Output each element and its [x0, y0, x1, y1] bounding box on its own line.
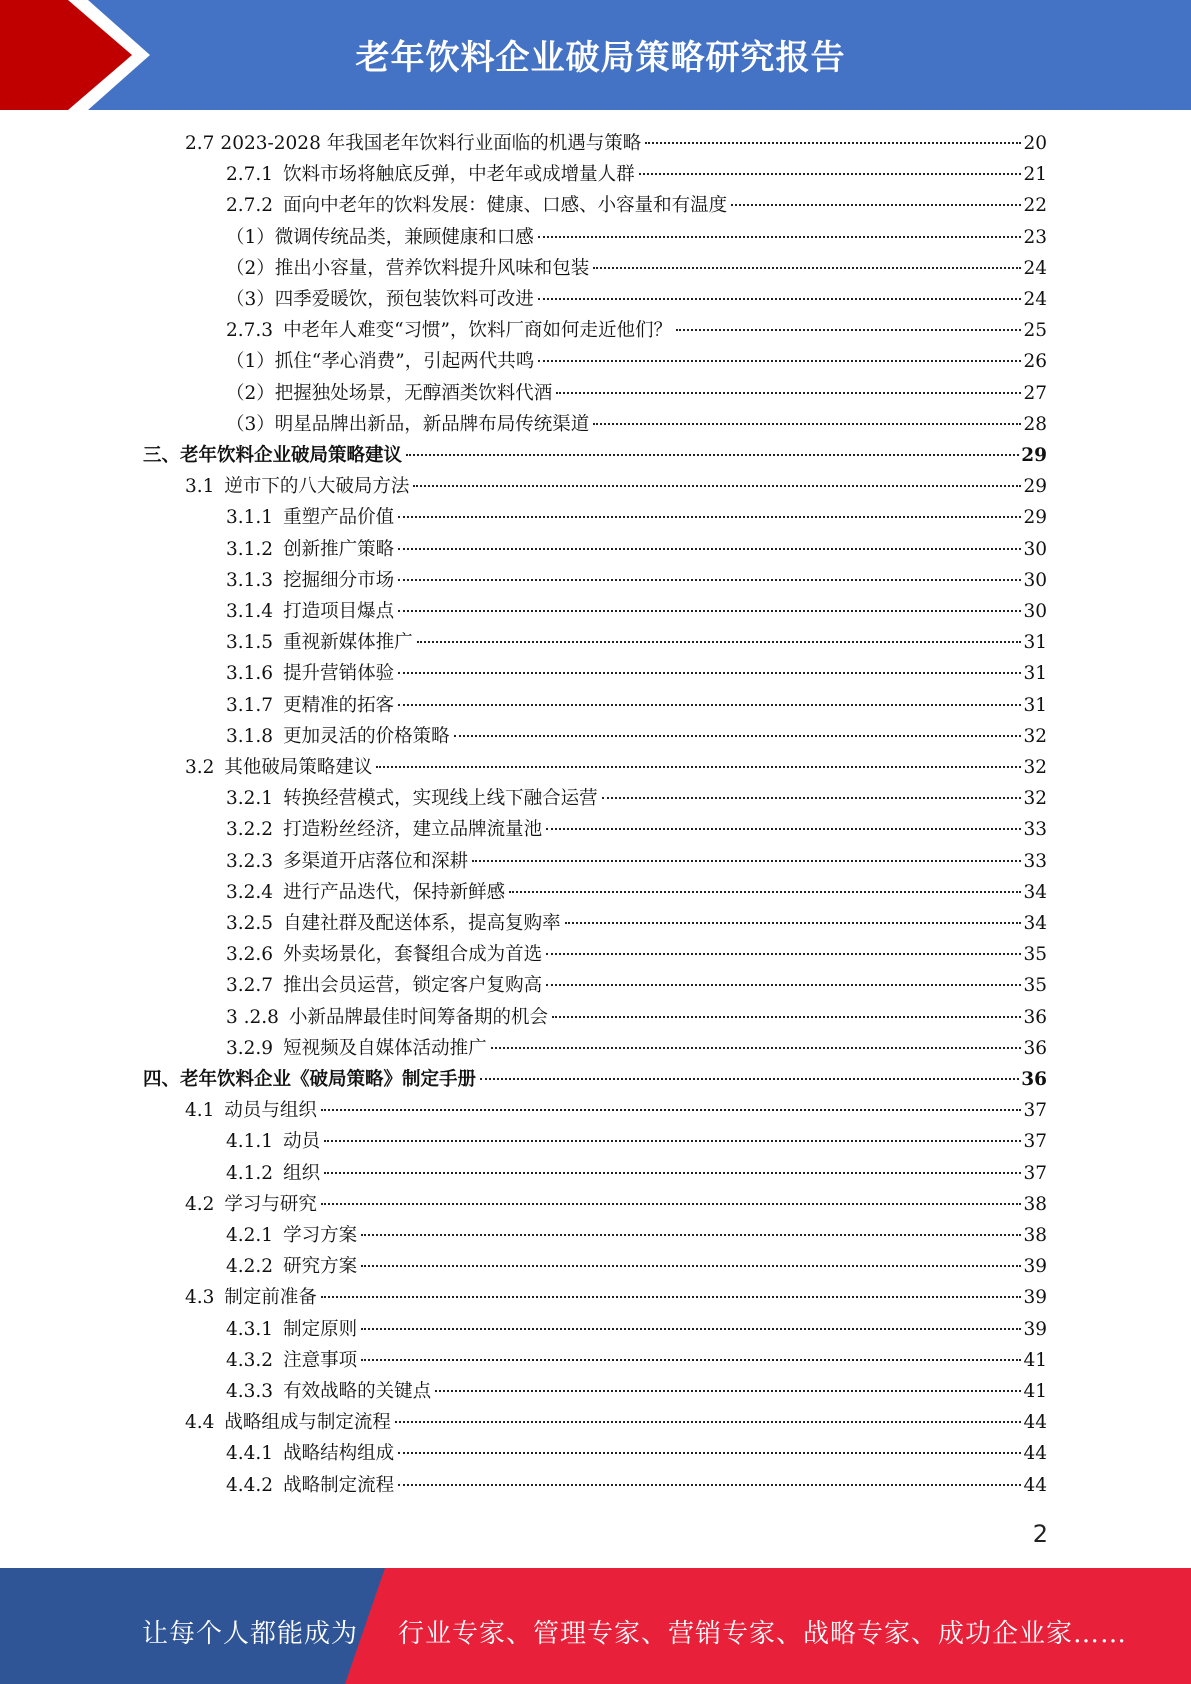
toc-dot-leader — [454, 735, 1022, 737]
toc-entry-page: 38 — [1023, 1225, 1047, 1246]
toc-entry-label — [226, 814, 546, 845]
toc-entry-label — [143, 440, 406, 471]
toc-entry-text: 重塑产品价值 — [283, 507, 395, 529]
toc-dot-leader — [602, 797, 1022, 799]
toc-entry[interactable] — [226, 877, 1047, 908]
toc-dot-leader — [398, 1484, 1021, 1486]
toc-entry[interactable] — [185, 1095, 1047, 1126]
toc-entry[interactable] — [226, 658, 1047, 689]
toc-entry-text: 饮料市场将触底反弹，中老年或成增量人群 — [283, 164, 635, 186]
toc-dot-leader — [491, 1047, 1022, 1049]
toc-entry-text: 外卖场景化，套餐组合成为首选 — [283, 944, 543, 966]
toc-entry-number: 4.2.1 — [226, 1225, 274, 1246]
toc-dot-leader — [398, 579, 1021, 581]
toc-entry[interactable] — [226, 627, 1047, 658]
toc-entry-text: 学习方案 — [283, 1225, 358, 1246]
toc-entry-text: 小新品牌最佳时间筹备期的机会 — [288, 1006, 548, 1028]
toc-entry-text: 动员与组织 — [224, 1100, 317, 1122]
toc-dot-leader — [361, 1328, 1021, 1330]
toc-dot-leader — [398, 672, 1021, 674]
toc-entry-number: 3.2.9 — [226, 1037, 274, 1059]
toc-dot-leader — [546, 828, 1021, 830]
toc-entry[interactable] — [226, 346, 1047, 377]
toc-dot-leader — [538, 298, 1022, 300]
toc-dot-leader — [321, 1203, 1022, 1205]
toc-entry-page: 37 — [1023, 1131, 1047, 1153]
toc-dot-leader — [417, 641, 1022, 643]
toc-entry[interactable] — [226, 1251, 1047, 1282]
toc-entry-page: 25 — [1023, 320, 1047, 342]
toc-entry[interactable] — [185, 1407, 1047, 1438]
toc-entry[interactable] — [226, 565, 1047, 596]
page-footer — [0, 1568, 1191, 1684]
toc-entry-label — [226, 1126, 324, 1157]
toc-entry-text: 战略制定流程 — [283, 1474, 395, 1496]
toc-entry-number: 4.2 — [185, 1193, 215, 1215]
toc-entry-text: 逆市下的八大破局方法 — [224, 476, 410, 498]
toc-entry[interactable] — [185, 128, 1047, 159]
toc-dot-leader — [398, 548, 1021, 550]
toc-entry[interactable] — [226, 908, 1047, 939]
toc-entry-text: 四季爱暖饮，预包装饮料可改进 — [274, 289, 534, 310]
toc-entry-text: 更精准的拓客 — [283, 694, 395, 716]
toc-entry-text: 学习与研究 — [224, 1193, 317, 1215]
toc-dot-leader — [324, 1140, 1021, 1142]
toc-entry-text: 转换经营模式，实现线上线下融合运营 — [283, 788, 598, 810]
toc-entry-label — [226, 1314, 361, 1345]
toc-entry[interactable] — [226, 1220, 1047, 1251]
toc-entry-text: 2023-2028 年我国老年饮料行业面临的机遇与策略 — [220, 133, 642, 154]
toc-entry-page: 38 — [1023, 1193, 1047, 1215]
toc-entry-page: 39 — [1023, 1287, 1047, 1309]
toc-entry-number: 3.2.1 — [226, 788, 274, 810]
toc-entry[interactable] — [226, 1376, 1047, 1407]
toc-dot-leader — [395, 1421, 1022, 1423]
toc-dot-leader — [324, 1172, 1021, 1174]
toc-entry-page: 30 — [1023, 569, 1047, 591]
report-title: 老年饮料企业破局策略研究报告 — [355, 38, 846, 78]
toc-entry-label — [226, 284, 538, 315]
toc-entry-page: 27 — [1023, 382, 1047, 404]
toc-entry-text: 制定前准备 — [224, 1287, 317, 1309]
toc-entry-label — [226, 1376, 435, 1407]
toc-entry-label — [226, 1470, 398, 1501]
toc-entry-page: 37 — [1023, 1100, 1047, 1122]
toc-entry-number: 3.1.5 — [226, 632, 274, 654]
toc-entry-text: 老年饮料企业《破局策略》制定手册 — [180, 1069, 477, 1090]
toc-dot-leader — [565, 922, 1022, 924]
toc-entry-label — [226, 565, 398, 596]
toc-entry-number: 3.2 — [185, 757, 215, 778]
toc-dot-leader — [406, 454, 1019, 456]
toc-entry[interactable] — [226, 1470, 1047, 1501]
toc-entry[interactable] — [226, 502, 1047, 533]
toc-entry-number: 3.2.7 — [226, 975, 274, 997]
toc-entry-label — [226, 159, 639, 190]
toc-entry-number: 3.1.4 — [226, 601, 274, 622]
toc-entry-number: 2.7.2 — [226, 195, 274, 217]
toc-entry-text: 战略组成与制定流程 — [224, 1412, 391, 1434]
toc-entry-label — [226, 315, 676, 346]
toc-entry-text: 动员 — [283, 1131, 321, 1153]
toc-entry-number: 4.1.1 — [226, 1131, 274, 1153]
toc-entry-number: 3.1.8 — [226, 725, 274, 747]
toc-entry-label — [185, 1189, 321, 1220]
toc-entry-text: 更加灵活的价格策略 — [283, 725, 450, 747]
toc-entry-text: 微调传统品类，兼顾健康和口感 — [274, 226, 534, 248]
toc-entry-label — [226, 721, 454, 752]
toc-entry[interactable] — [226, 253, 1047, 284]
toc-entry-text: 短视频及自媒体活动推广 — [283, 1037, 487, 1059]
toc-entry-number: 4.2.2 — [226, 1256, 274, 1278]
toc-entry-label — [226, 1438, 398, 1469]
toc-entry-page: 34 — [1023, 881, 1047, 903]
toc-entry-label — [226, 502, 398, 533]
toc-entry-number: （2） — [226, 382, 275, 404]
toc-entry-label — [226, 409, 593, 440]
toc-entry-text: 打造项目爆点 — [283, 601, 395, 622]
toc-entry-number: 3.2.3 — [226, 850, 274, 872]
toc-entry-label — [226, 1345, 361, 1376]
toc-entry-label — [226, 1158, 324, 1189]
toc-entry-text: 多渠道开店落位和深耕 — [283, 850, 469, 872]
toc-entry-label — [185, 128, 645, 159]
toc-entry-number: 2.7.3 — [226, 320, 274, 342]
toc-dot-leader — [398, 704, 1021, 706]
toc-entry[interactable] — [226, 690, 1047, 721]
toc-entry-text: 制定原则 — [283, 1318, 358, 1340]
toc-entry[interactable] — [226, 315, 1047, 346]
toc-entry-text: 重视新媒体推广 — [283, 632, 413, 654]
toc-entry-label — [185, 1095, 321, 1126]
toc-entry-label — [226, 908, 565, 939]
toc-entry[interactable] — [226, 534, 1047, 565]
toc-entry-page: 29 — [1021, 445, 1047, 466]
toc-entry-page: 36 — [1023, 1006, 1047, 1028]
toc-entry-label — [143, 1064, 480, 1095]
toc-entry-number: （3） — [226, 289, 275, 310]
toc-entry-label — [185, 471, 413, 502]
toc-dot-leader — [731, 204, 1021, 206]
toc-entry[interactable] — [185, 1189, 1047, 1220]
toc-entry-page: 35 — [1023, 975, 1047, 997]
toc-entry-page: 28 — [1023, 413, 1047, 435]
toc-entry-page: 32 — [1023, 757, 1047, 778]
toc-entry-number: 3.1.1 — [226, 507, 274, 529]
toc-dot-leader — [398, 610, 1021, 612]
toc-dot-leader — [413, 485, 1021, 487]
toc-entry-page: 39 — [1023, 1256, 1047, 1278]
toc-entry-number: 4.3 — [185, 1287, 215, 1309]
toc-dot-leader — [556, 392, 1021, 394]
toc-entry-label — [226, 378, 556, 409]
toc-entry-page: 36 — [1023, 1037, 1047, 1059]
toc-entry-page: 44 — [1023, 1443, 1047, 1465]
toc-entry-number: 3.1.7 — [226, 694, 274, 716]
toc-dot-leader — [361, 1234, 1021, 1236]
toc-entry[interactable] — [226, 222, 1047, 253]
toc-entry[interactable] — [226, 1002, 1047, 1033]
toc-entry-number: 4.1 — [185, 1100, 215, 1122]
toc-entry-label — [226, 253, 593, 284]
toc-entry-label — [226, 534, 398, 565]
toc-entry-number: 3 .2.8 — [226, 1006, 279, 1028]
toc-entry-number: 4.4.2 — [226, 1474, 274, 1496]
toc-dot-leader — [361, 1359, 1021, 1361]
toc-entry-text: 组织 — [283, 1162, 321, 1184]
toc-entry[interactable] — [143, 1064, 1047, 1095]
toc-entry-page: 41 — [1023, 1381, 1047, 1402]
toc-entry-text: 抓住“孝心消费”，引起两代共鸣 — [274, 351, 535, 373]
toc-entry[interactable] — [226, 284, 1047, 315]
toc-dot-leader — [645, 142, 1021, 144]
toc-entry-label — [185, 752, 376, 783]
toc-entry-page: 39 — [1023, 1318, 1047, 1340]
page-number: 2 — [1032, 1520, 1048, 1548]
toc-entry-label — [226, 222, 538, 253]
toc-entry-text: 注意事项 — [283, 1349, 358, 1371]
toc-entry[interactable] — [226, 1438, 1047, 1469]
toc-entry[interactable] — [226, 378, 1047, 409]
toc-entry-page: 22 — [1023, 195, 1047, 217]
toc-entry-number: （1） — [226, 226, 275, 248]
toc-entry-page: 21 — [1023, 164, 1047, 186]
toc-entry-text: 自建社群及配送体系，提高复购率 — [283, 913, 561, 934]
toc-entry-text: 进行产品迭代，保持新鲜感 — [283, 881, 506, 903]
toc-dot-leader — [593, 423, 1021, 425]
toc-entry-number: 四、 — [143, 1069, 181, 1090]
toc-entry[interactable] — [226, 814, 1047, 845]
toc-entry-label — [226, 1220, 361, 1251]
toc-entry-text: 中老年人难变“习惯”，饮料厂商如何走近他们？ — [283, 320, 672, 342]
toc-entry-page: 32 — [1023, 725, 1047, 747]
toc-entry-number: 4.3.2 — [226, 1349, 274, 1371]
toc-entry-text: 推出小容量，营养饮料提升风味和包装 — [274, 257, 590, 279]
toc-entry-number: 2.7.1 — [226, 164, 274, 186]
toc-entry-page: 36 — [1021, 1069, 1047, 1090]
toc-entry-number: （3） — [226, 413, 275, 435]
toc-entry-label — [185, 1282, 321, 1313]
toc-entry-page: 31 — [1023, 663, 1047, 685]
toc-entry-number: 2.7 — [185, 133, 215, 154]
toc-entry-label — [226, 1251, 361, 1282]
toc-entry-label — [226, 970, 546, 1001]
toc-dot-leader — [639, 173, 1022, 175]
toc-entry-label — [185, 1407, 395, 1438]
toc-entry-page: 34 — [1023, 913, 1047, 934]
toc-entry[interactable] — [226, 1158, 1047, 1189]
toc-entry-page: 33 — [1023, 819, 1047, 841]
toc-dot-leader — [321, 1109, 1022, 1111]
toc-entry[interactable] — [226, 409, 1047, 440]
toc-entry-page: 29 — [1023, 476, 1047, 498]
toc-dot-leader — [509, 891, 1021, 893]
toc-entry-text: 其他破局策略建议 — [224, 757, 373, 778]
page-header — [0, 0, 1191, 110]
toc-entry-label — [226, 596, 398, 627]
footer-slogan-right: 行业专家、管理专家、营销专家、战略专家、成功企业家…… — [398, 1619, 1128, 1649]
toc-entry-text: 面向中老年的饮料发展：健康、口感、小容量和有温度 — [283, 195, 728, 217]
toc-entry-number: （1） — [226, 351, 275, 373]
toc-entry[interactable] — [226, 159, 1047, 190]
toc-entry-number: 4.4 — [185, 1412, 215, 1434]
toc-entry[interactable] — [226, 970, 1047, 1001]
toc-entry-number: 3.1 — [185, 476, 215, 498]
toc-entry-label — [226, 658, 398, 689]
toc-entry[interactable] — [226, 721, 1047, 752]
toc-dot-leader — [398, 516, 1021, 518]
toc-dot-leader — [538, 360, 1021, 362]
toc-entry-text: 研究方案 — [283, 1256, 358, 1278]
toc-entry-label — [226, 846, 472, 877]
toc-entry-page: 20 — [1023, 133, 1047, 154]
toc-dot-leader — [480, 1078, 1019, 1080]
toc-entry-number: 3.2.6 — [226, 944, 274, 966]
toc-dot-leader — [361, 1265, 1021, 1267]
toc-entry-text: 推出会员运营，锁定客户复购高 — [283, 975, 543, 997]
toc-entry-text: 老年饮料企业破局策略建议 — [180, 445, 403, 466]
toc-entry-number: 三、 — [143, 445, 181, 466]
toc-dot-leader — [538, 236, 1022, 238]
toc-entry-number: 3.1.6 — [226, 663, 274, 685]
toc-entry-page: 41 — [1023, 1349, 1047, 1371]
toc-entry[interactable] — [226, 596, 1047, 627]
toc-entry-text: 把握独处场景，无醇酒类饮料代酒 — [274, 382, 553, 404]
toc-entry-label — [226, 190, 731, 221]
toc-dot-leader — [435, 1390, 1021, 1392]
toc-entry-number: 3.2.2 — [226, 819, 274, 841]
toc-entry-text: 提升营销体验 — [283, 663, 395, 685]
toc-entry-label — [226, 346, 538, 377]
toc-entry[interactable] — [226, 939, 1047, 970]
toc-entry-page: 35 — [1023, 944, 1047, 966]
toc-entry[interactable] — [143, 440, 1047, 471]
toc-entry-label — [226, 939, 546, 970]
toc-entry[interactable] — [185, 1282, 1047, 1313]
toc-dot-leader — [676, 329, 1021, 331]
toc-entry-page: 33 — [1023, 850, 1047, 872]
toc-entry-text: 挖掘细分市场 — [283, 569, 395, 591]
toc-entry-label — [226, 1002, 552, 1033]
toc-dot-leader — [376, 766, 1021, 768]
toc-entry-label — [226, 783, 602, 814]
toc-entry-page: 31 — [1023, 632, 1047, 654]
toc-entry-page: 30 — [1023, 538, 1047, 560]
toc-entry-number: （2） — [226, 257, 275, 279]
toc-dot-leader — [552, 1016, 1021, 1018]
toc-entry-page: 23 — [1023, 226, 1047, 248]
toc-entry[interactable] — [226, 846, 1047, 877]
toc-entry-label — [226, 877, 509, 908]
toc-entry-text: 打造粉丝经济，建立品牌流量池 — [283, 819, 543, 841]
toc-entry-page: 24 — [1023, 257, 1047, 279]
toc-dot-leader — [546, 984, 1021, 986]
toc-entry-number: 3.2.5 — [226, 913, 274, 934]
toc-entry[interactable] — [226, 1126, 1047, 1157]
toc-dot-leader — [472, 860, 1021, 862]
toc-entry-label — [226, 627, 417, 658]
toc-entry-page: 44 — [1023, 1412, 1047, 1434]
toc-entry[interactable] — [226, 1033, 1047, 1064]
toc-entry-text: 明星品牌出新品，新品牌布局传统渠道 — [274, 413, 590, 435]
toc-dot-leader — [593, 267, 1021, 269]
footer-slogan-left: 让每个人都能成为 — [142, 1619, 359, 1649]
toc-entry-page: 31 — [1023, 694, 1047, 716]
toc-entry[interactable] — [185, 471, 1047, 502]
toc-entry-number: 4.3.3 — [226, 1381, 274, 1402]
toc-entry[interactable] — [185, 752, 1047, 783]
toc-entry-page: 24 — [1023, 289, 1047, 310]
toc-entry-number: 4.3.1 — [226, 1318, 274, 1340]
toc-entry-text: 战略结构组成 — [283, 1443, 395, 1465]
toc-entry-page: 26 — [1023, 351, 1047, 373]
toc-entry-number: 3.1.3 — [226, 569, 274, 591]
toc-entry[interactable] — [226, 190, 1047, 221]
toc-entry-number: 3.2.4 — [226, 881, 274, 903]
toc-entry[interactable] — [226, 1345, 1047, 1376]
toc-entry[interactable] — [226, 783, 1047, 814]
toc-entry-page: 44 — [1023, 1474, 1047, 1496]
toc-entry-number: 4.1.2 — [226, 1162, 274, 1184]
toc-entry-text: 有效战略的关键点 — [283, 1381, 432, 1402]
toc-entry-text: 创新推广策略 — [283, 538, 395, 560]
toc-entry-page: 37 — [1023, 1162, 1047, 1184]
toc-entry-page: 30 — [1023, 601, 1047, 622]
toc-dot-leader — [321, 1296, 1022, 1298]
toc-entry-label — [226, 690, 398, 721]
toc-dot-leader — [398, 1452, 1021, 1454]
toc-entry-label — [226, 1033, 491, 1064]
toc-dot-leader — [546, 953, 1021, 955]
toc-entry-number: 4.4.1 — [226, 1443, 274, 1465]
toc-entry-number: 3.1.2 — [226, 538, 274, 560]
toc-entry[interactable] — [226, 1314, 1047, 1345]
toc-entry-page: 29 — [1023, 507, 1047, 529]
toc-entry-page: 32 — [1023, 788, 1047, 810]
